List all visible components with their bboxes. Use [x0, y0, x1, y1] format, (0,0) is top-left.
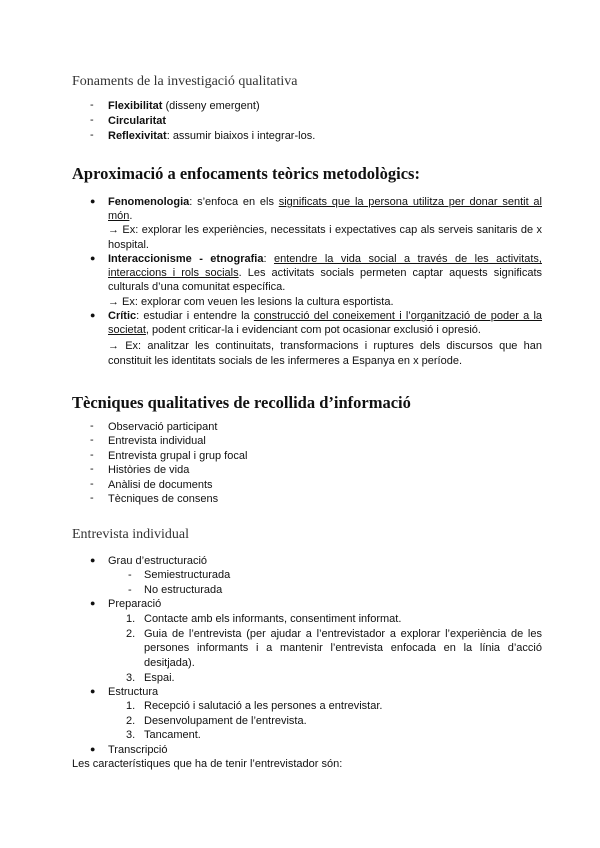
number-marker: 1.: [126, 700, 136, 712]
critic-example: → Ex: analitzar les continuitats, transformacions i ruptures dels discursos que han: [108, 340, 542, 352]
dash-marker: -: [90, 434, 94, 446]
bullet-marker: ●: [90, 555, 96, 565]
grau-label: Grau d’estructuració: [108, 555, 208, 567]
dash-marker: -: [90, 99, 94, 111]
fenomenologia-line1: Fenomenologia: s’enfoca en els significats que la persona utilitza per donar sentit al: [108, 196, 542, 208]
bullet-marker: ●: [90, 598, 96, 608]
bullet-marker: ●: [90, 744, 96, 754]
item-text: Anàlisi de documents: [108, 479, 213, 491]
dash-marker: -: [90, 492, 94, 504]
sub-item: No estructurada: [144, 584, 223, 596]
numbered-item-cont: persones informants i a mantenir l’entrevista enfocada en la línia d’acció: [144, 642, 542, 654]
number-marker: 1.: [126, 613, 136, 625]
section-heading-fonaments: Fonaments de la investigació qualitativa: [72, 74, 298, 89]
dash-marker: -: [90, 463, 94, 475]
critic-line1: Crític: estudiar i entendre la construcció del coneixement i l’organització de poder a la: [108, 310, 543, 322]
bullet-marker: ●: [90, 253, 96, 263]
item-text: (disseny emergent): [162, 100, 260, 112]
term-reflexivitat: Reflexivitat: [108, 130, 167, 142]
term-circularitat: Circularitat: [108, 115, 167, 127]
numbered-item: Desenvolupament de l’entrevista.: [144, 715, 307, 727]
item-text: Entrevista individual: [108, 435, 206, 447]
bullet-marker: ●: [90, 310, 96, 320]
numbered-item: Espai.: [144, 672, 175, 684]
dash-marker: -: [90, 129, 94, 141]
number-marker: 3.: [126, 729, 136, 741]
estructura-label: Estructura: [108, 686, 159, 698]
sub-item: Semiestructurada: [144, 569, 231, 581]
critic-example-end: constituit les identitats socials de les infermeres a Espanya en x període.: [108, 355, 463, 367]
numbered-item-cont: desitjada).: [144, 657, 195, 669]
item-text: Observació participant: [108, 421, 218, 433]
numbered-item: Contacte amb els informants, consentiment informat.: [144, 613, 402, 625]
dash-marker: -: [128, 584, 132, 596]
dash-marker: -: [90, 114, 94, 126]
bullet-marker: ●: [90, 686, 96, 696]
item-text: Entrevista grupal i grup focal: [108, 450, 248, 462]
number-marker: 2.: [126, 628, 136, 640]
section-heading-entrevista: Entrevista individual: [72, 527, 190, 542]
numbered-item: Guia de l’entrevista (per ajudar a l’entrevistador a explorar l’experiència de les: [144, 628, 542, 640]
number-marker: 3.: [126, 672, 136, 684]
item-text: : assumir biaixos i integrar-los.: [166, 130, 316, 142]
term-flexibilitat: Flexibilitat: [108, 100, 163, 112]
interaccionisme-example: → Ex: explorar com veuen les lesions la cultura esportista.: [108, 296, 394, 308]
numbered-item: Tancament.: [144, 729, 201, 741]
interaccionisme-line2: interaccions i rols socials. Les activitats socials permeten captar aquests significats: [108, 267, 543, 279]
dash-marker: -: [90, 449, 94, 461]
dash-marker: -: [90, 478, 94, 490]
section-heading-tecniques: Tècniques qualitatives de recollida d’informació: [72, 393, 411, 412]
critic-line2: societat, podent criticar-la i evidenciant com pot ocasionar exclusió i opresió.: [108, 324, 481, 336]
closing-paragraph: Les característiques que ha de tenir l’entrevistador són:: [72, 758, 343, 770]
interaccionisme-line1: Interaccionisme - etnografia: entendre la vida social a través de les activitats,: [108, 253, 542, 265]
section-heading-aproximacio: Aproximació a enfocaments teòrics metodològics:: [72, 164, 420, 183]
bullet-marker: ●: [90, 196, 96, 206]
fenomenologia-line2: món.: [108, 210, 133, 222]
dash-marker: -: [90, 420, 94, 432]
number-marker: 2.: [126, 715, 136, 727]
numbered-item: Recepció i salutació a les persones a entrevistar.: [144, 700, 383, 712]
preparacio-label: Preparació: [108, 598, 162, 610]
interaccionisme-line3: culturals d’una comunitat específica.: [108, 281, 286, 293]
transcripcio-label: Transcripció: [108, 744, 168, 756]
fenomenologia-example-end: hospital.: [108, 239, 149, 251]
item-text: Històries de vida: [108, 464, 190, 476]
item-text: Tècniques de consens: [108, 493, 219, 505]
fenomenologia-example: → Ex: explorar les experiències, necessitats i expectatives cap als serveis sanitaris de x: [108, 224, 542, 236]
dash-marker: -: [128, 569, 132, 581]
